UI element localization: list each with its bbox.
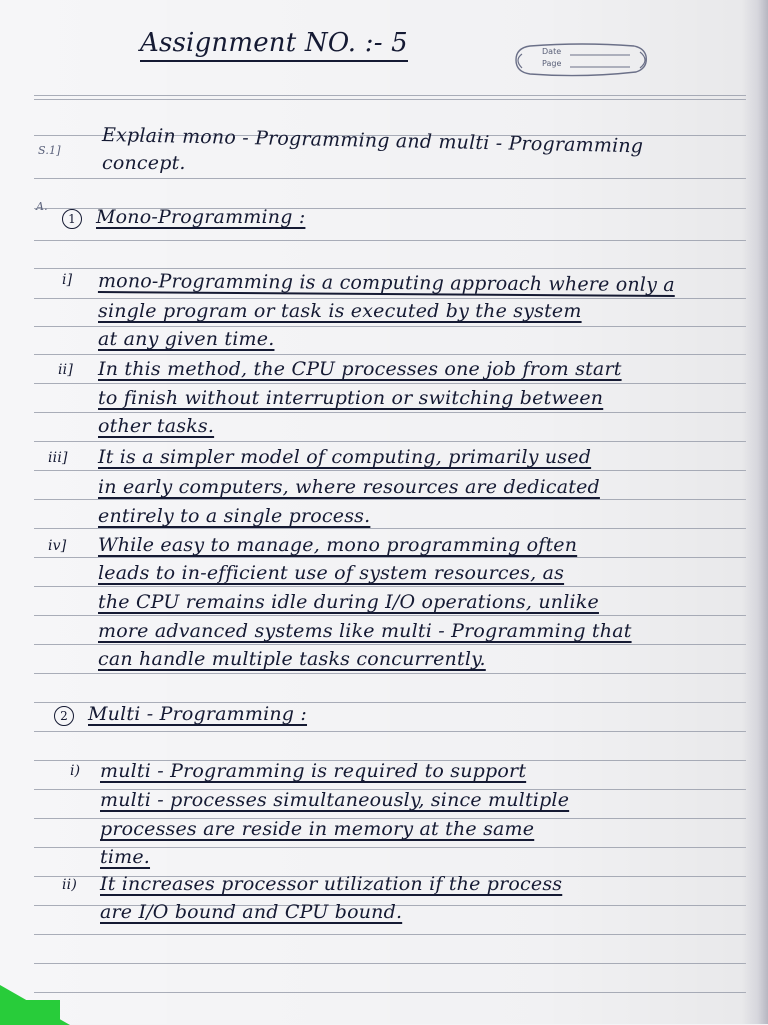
stamp-date-label: Date	[542, 47, 562, 56]
answer-margin-mark: A.	[36, 200, 48, 213]
point-line: multi - Programming is required to support	[100, 760, 527, 782]
point-line: the CPU remains idle during I/O operations, unlike	[98, 591, 599, 613]
point-marker: iii]	[48, 450, 68, 466]
point-line: to finish without interruption or switching between	[98, 387, 604, 409]
section2-heading-text: Multi - Programming :	[88, 703, 308, 725]
point-line: entirely to a single process.	[98, 505, 371, 527]
point-line: single program or task is executed by the system	[98, 300, 582, 322]
point-line: more advanced systems like multi - Programming that	[98, 620, 632, 642]
point-line: It is a simpler model of computing, primarily used	[98, 446, 592, 468]
point-marker: iv]	[48, 538, 67, 554]
stamp-page-label: Page	[542, 59, 562, 68]
point-marker: ii)	[62, 877, 78, 893]
green-paper-corner-fill	[0, 1000, 60, 1024]
section1-number: 1	[62, 209, 82, 229]
point-line: processes are reside in memory at the same	[100, 818, 535, 840]
point-line: multi - processes simultaneously, since multiple	[100, 789, 570, 811]
point-line: While easy to manage, mono programming often	[98, 534, 578, 556]
point-line: in early computers, where resources are dedicated	[98, 476, 600, 498]
point-line: In this method, the CPU processes one job from start	[98, 358, 622, 380]
section2-heading	[54, 703, 307, 726]
point-line: are I/O bound and CPU bound.	[100, 901, 403, 923]
point-marker: ii]	[58, 362, 74, 378]
section2-number: 2	[54, 706, 74, 726]
point-line: time.	[100, 846, 151, 868]
question-margin-mark: S.1]	[38, 144, 61, 157]
assignment-title: Assignment NO. :- 5	[140, 28, 408, 62]
section1-heading-text: Mono-Programming :	[96, 206, 306, 228]
section1-heading	[62, 206, 305, 229]
point-line: leads to in-efficient use of system resources, as	[98, 562, 565, 584]
point-line: mono-Programming is a computing approach where only a	[97, 270, 675, 297]
point-line: can handle multiple tasks concurrently.	[98, 648, 486, 670]
question-line-1: Explain mono - Programming and multi - Programming	[101, 124, 644, 158]
page-binding-edge	[742, 0, 768, 1024]
stamp-scroll-icon	[512, 40, 652, 80]
date-page-stamp	[512, 40, 652, 80]
question-line-2: concept.	[102, 152, 186, 174]
point-line: at any given time.	[98, 328, 275, 350]
point-marker: i)	[70, 763, 81, 779]
point-line: It increases processor utilization if the process	[100, 873, 563, 895]
point-marker: i]	[62, 272, 73, 288]
point-line: other tasks.	[98, 415, 215, 437]
